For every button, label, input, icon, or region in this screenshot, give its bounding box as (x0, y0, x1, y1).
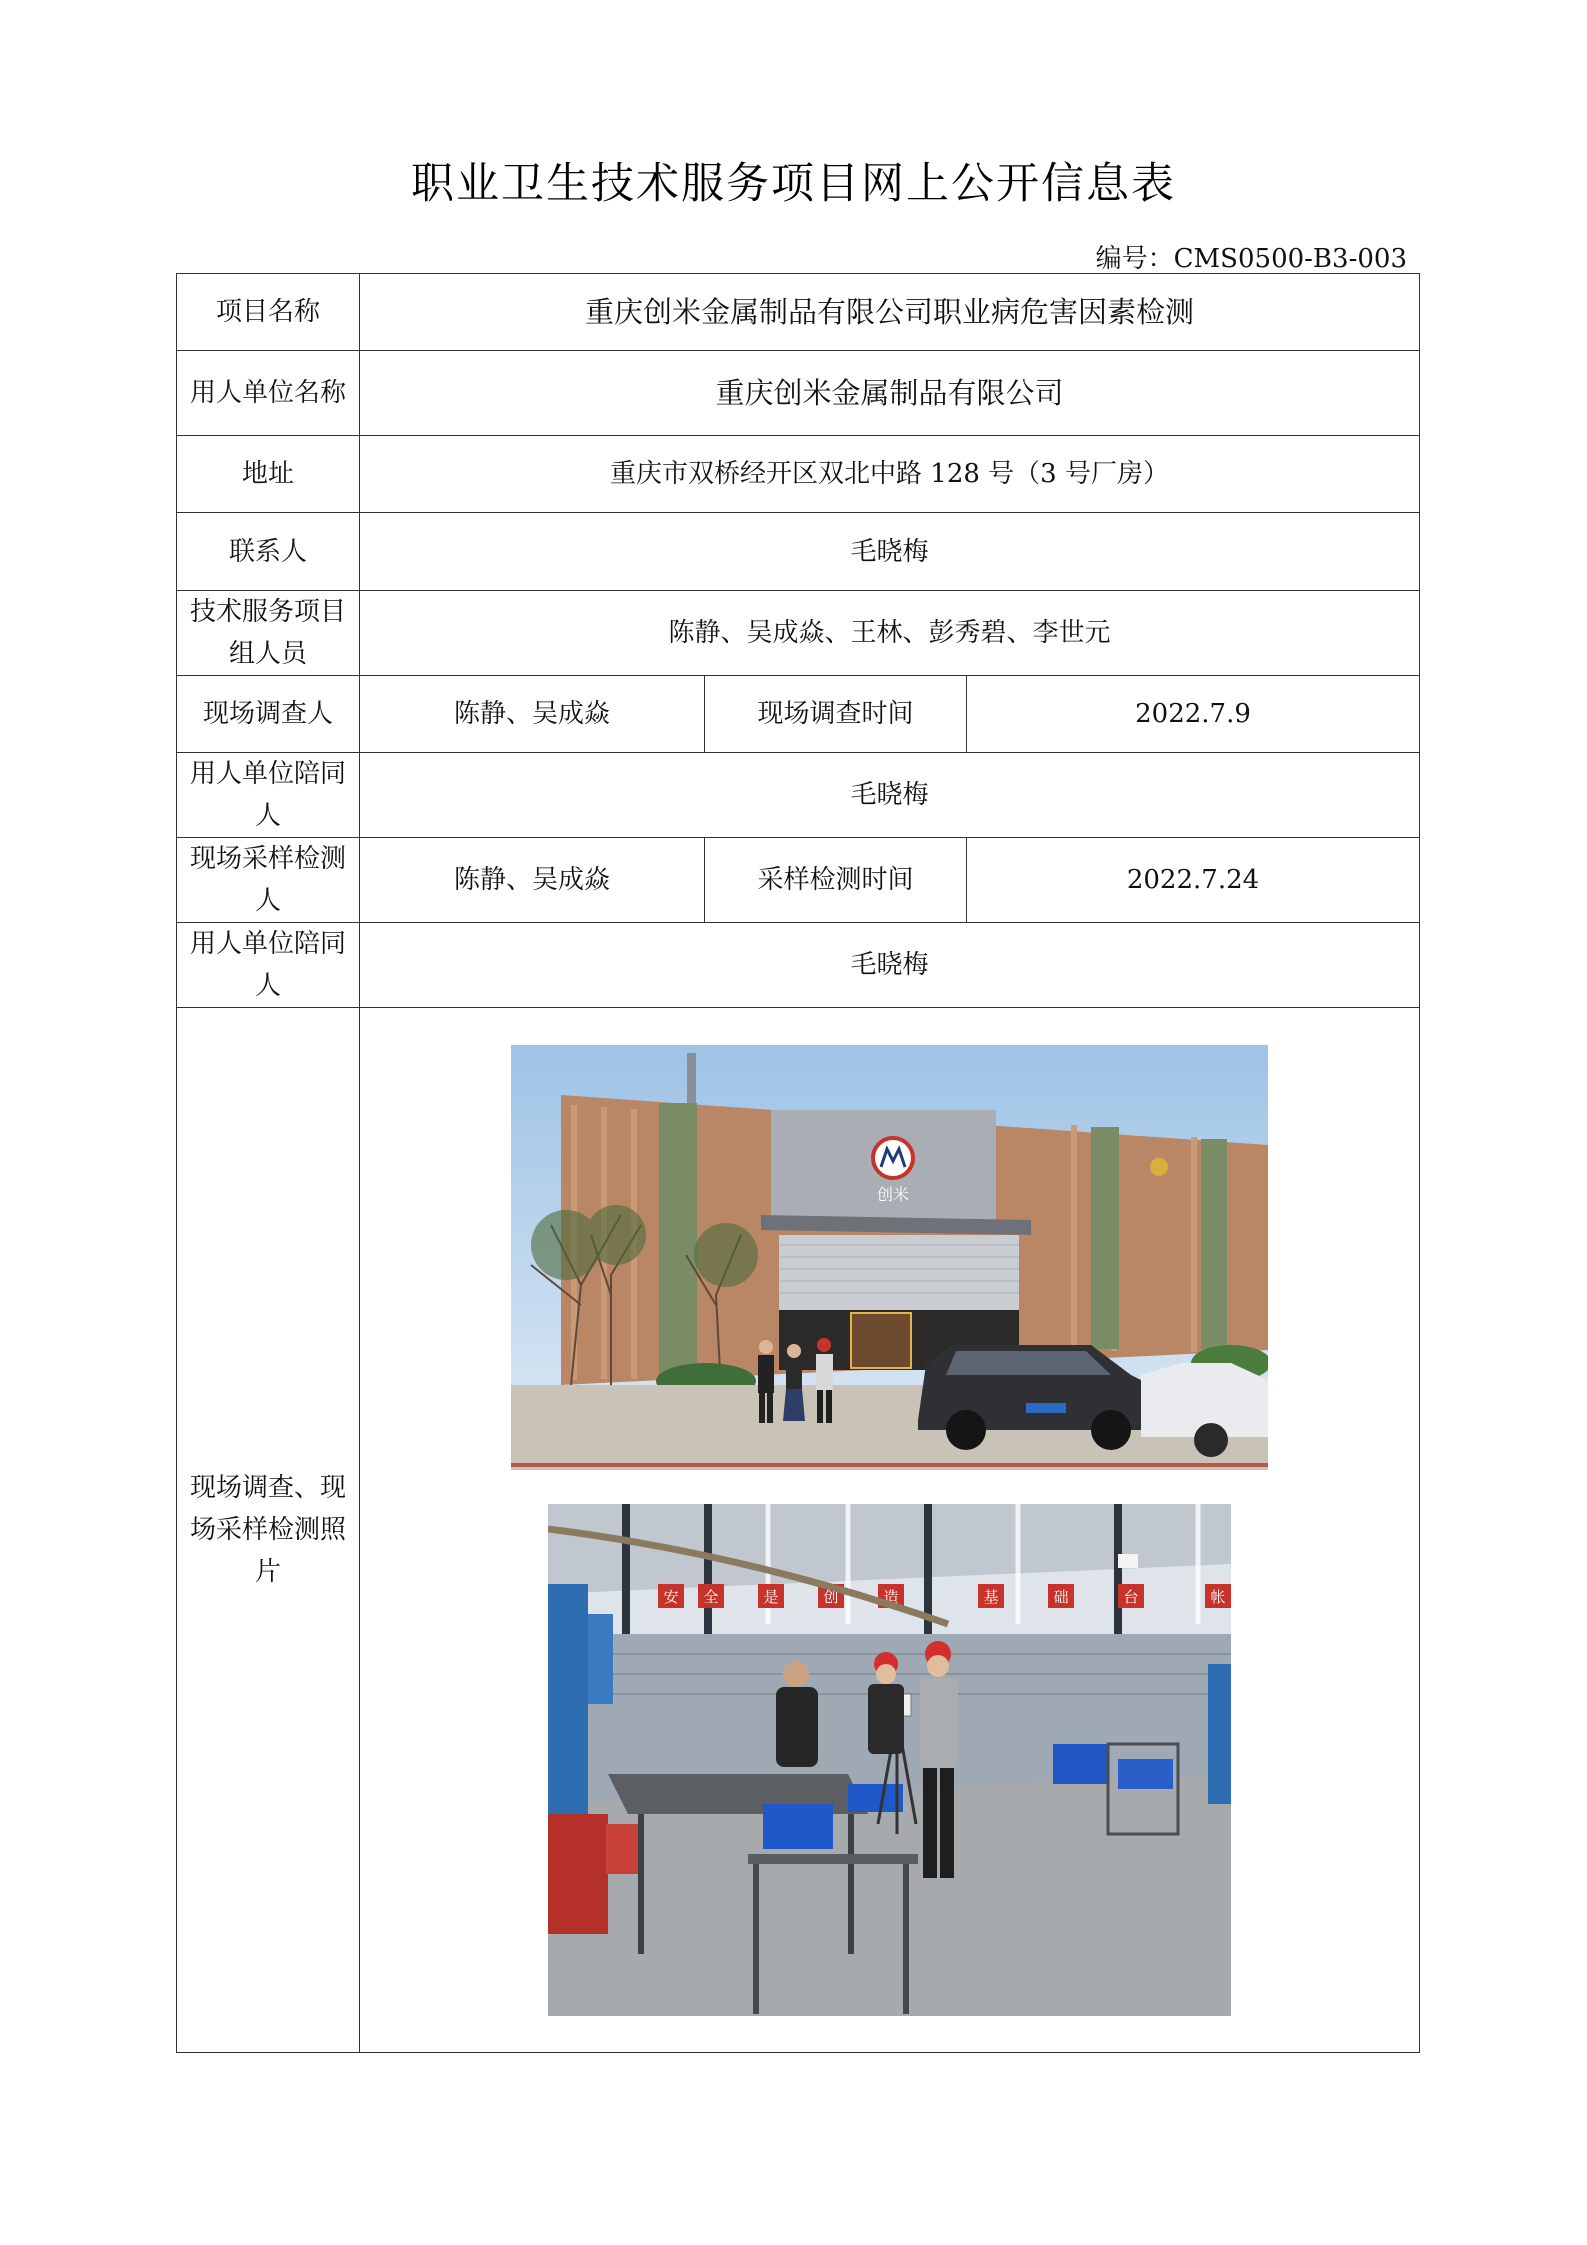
value-accompany-1: 毛晓梅 (360, 753, 1420, 838)
banner-char: 安 (663, 1587, 679, 1606)
banner-char: 台 (1123, 1587, 1139, 1606)
row-contact (177, 513, 1420, 591)
label-accompany-2: 用人单位陪同人 (177, 923, 360, 1008)
label-project-name: 项目名称 (177, 274, 360, 351)
factory-logo-text: 创米 (877, 1184, 910, 1204)
value-survey-time: 2022.7.9 (967, 676, 1420, 753)
photos-cell (360, 1008, 1420, 2053)
row-accompany-1 (177, 753, 1420, 838)
label-photos: 现场调查、现场采样检测照片 (177, 1008, 360, 2053)
info-table (176, 273, 1420, 2053)
label-accompany-1: 用人单位陪同人 (177, 753, 360, 838)
value-project-name: 重庆创米金属制品有限公司职业病危害因素检测 (360, 274, 1420, 351)
row-accompany-2 (177, 923, 1420, 1008)
banner-char: 创 (823, 1587, 839, 1606)
banner-char: 础 (1053, 1587, 1069, 1606)
banner-char: 基 (983, 1587, 999, 1606)
row-team (177, 591, 1420, 676)
workshop-sampling-photo (548, 1504, 1231, 2016)
banner-char: 造 (883, 1587, 899, 1606)
value-address: 重庆市双桥经开区双北中路 128 号（3 号厂房） (360, 436, 1420, 513)
label-team: 技术服务项目组人员 (177, 591, 360, 676)
banner-char: 全 (703, 1587, 719, 1606)
factory-exterior-photo (511, 1045, 1268, 1470)
label-employer: 用人单位名称 (177, 351, 360, 436)
document-number: 编号：CMS0500-B3-003 (1095, 244, 1407, 274)
row-survey (177, 676, 1420, 753)
value-survey-people: 陈静、吴成焱 (360, 676, 705, 753)
value-sampling-people: 陈静、吴成焱 (360, 838, 705, 923)
label-address: 地址 (177, 436, 360, 513)
page-title: 职业卫生技术服务项目网上公开信息表 (411, 159, 1176, 209)
row-employer (177, 351, 1420, 436)
label-survey-time: 现场调查时间 (705, 676, 967, 753)
row-project-name (177, 274, 1420, 351)
label-sampling-time: 采样检测时间 (705, 838, 967, 923)
row-address (177, 436, 1420, 513)
value-team: 陈静、吴成焱、王林、彭秀碧、李世元 (360, 591, 1420, 676)
label-survey: 现场调查人 (177, 676, 360, 753)
value-sampling-time: 2022.7.24 (967, 838, 1420, 923)
banner-char: 帐 (1210, 1587, 1226, 1606)
row-photos (177, 1008, 1420, 2053)
banner-char: 是 (763, 1587, 779, 1606)
row-sampling (177, 838, 1420, 923)
value-contact: 毛晓梅 (360, 513, 1420, 591)
value-employer: 重庆创米金属制品有限公司 (360, 351, 1420, 436)
value-accompany-2: 毛晓梅 (360, 923, 1420, 1008)
label-contact: 联系人 (177, 513, 360, 591)
label-sampling: 现场采样检测人 (177, 838, 360, 923)
